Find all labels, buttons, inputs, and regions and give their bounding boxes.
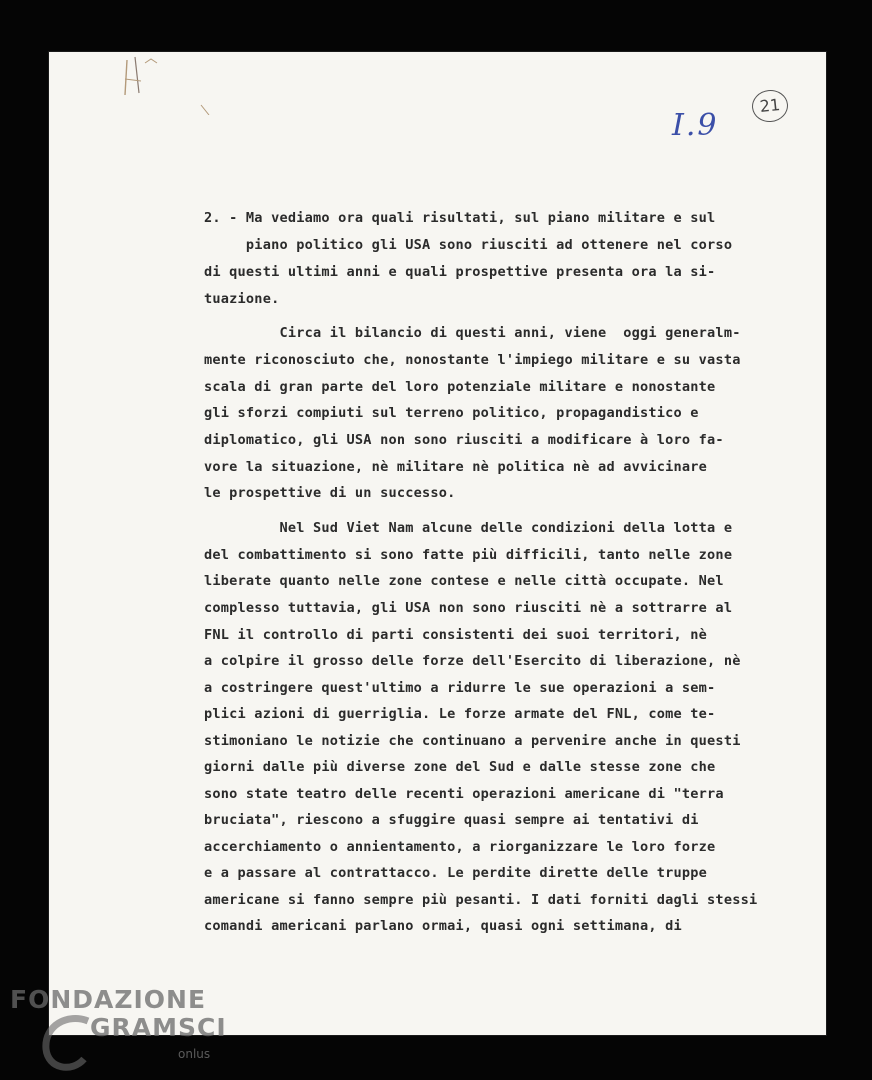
text-line: diplomatico, gli USA non sono riusciti a modificare à loro fa- [204,432,724,448]
text-line: comandi americani parlano ormai, quasi ogni settimana, di [204,918,682,934]
text-line: complesso tuttavia, gli USA non sono riusciti nè a sottrarre al [204,600,733,616]
text-line: di questi ultimi anni e quali prospettive presenta ora la si- [204,264,716,280]
gramsci-logo-icon [38,1011,98,1075]
archive-code-handwritten: I.9 [672,108,719,143]
text-line: FNL il controllo di parti consistenti dei suoi territori, nè [204,627,708,643]
text-line: accerchiamento o annientamento, a riorganizzare le loro forze [204,839,716,855]
text-line: tuazione. [204,291,280,307]
text-line: a costringere quest'ultimo a ridurre le sue operazioni a sem- [204,680,716,696]
fondazione-gramsci-watermark [4,985,227,1075]
text-line: le prospettive di un successo. [204,485,456,501]
text-line: gli sforzi compiuti sul terreno politico, propagandistico e [204,405,699,421]
text-line: e a passare al contrattacco. Le perdite dirette delle truppe [204,865,708,881]
text-line: stimoniano le notizie che continuano a pervenire anche in questi [204,733,741,749]
text-line: Nel Sud Viet Nam alcune delle condizioni della lotta e [204,520,733,536]
text-line: a colpire il grosso delle forze dell'Esercito di liberazione, nè [204,653,741,669]
text-line: giorni dalle più diverse zone del Sud e dalle stesse zone che [204,759,716,775]
text-line: vore la situazione, nè militare nè politica nè ad avvicinare [204,459,708,475]
text-line: liberate quanto nelle zone contese e nelle città occupate. Nel [204,573,724,589]
text-line: scala di gran parte del loro potenziale militare e nonostante [204,379,716,395]
watermark-sub: onlus [178,1047,211,1061]
text-line: americane si fanno sempre più pesanti. I dati forniti dagli stessi [204,892,758,908]
text-line: sono state teatro delle recenti operazioni americane di "terra [204,786,724,802]
page-number-circled: 21 [750,88,789,124]
watermark-line1: FONDAZIONE [10,985,207,1014]
watermark-line2: GRAMSCI [90,1013,227,1042]
text-line: 2. - Ma vediamo ora quali risultati, sul piano militare e sul [204,210,716,226]
text-line: plici azioni di guerriglia. Le forze armate del FNL, come te- [204,706,716,722]
text-line: piano politico gli USA sono riusciti ad ottenere nel corso [204,237,733,253]
text-line: del combattimento si sono fatte più difficili, tanto nelle zone [204,547,733,563]
text-line: Circa il bilancio di questi anni, viene oggi generalm- [204,325,741,341]
text-line: bruciata", riescono a sfuggire quasi sempre ai tentativi di [204,812,699,828]
text-line: mente riconosciuto che, nonostante l'impiego militare e su vasta [204,352,741,368]
